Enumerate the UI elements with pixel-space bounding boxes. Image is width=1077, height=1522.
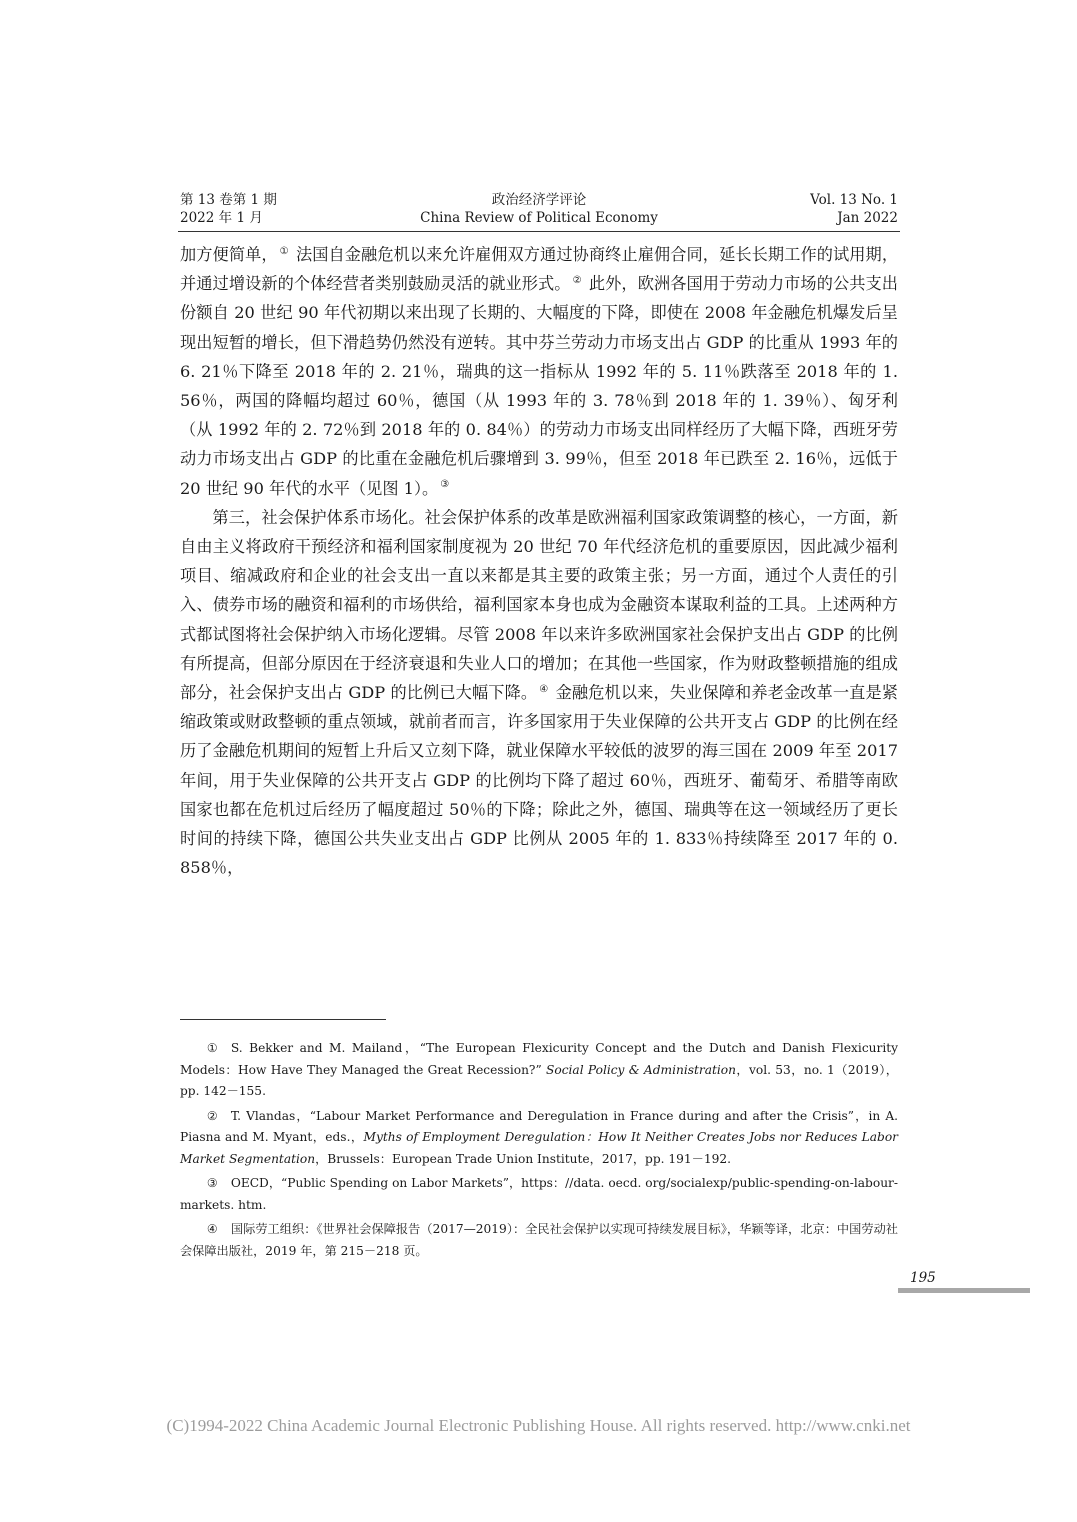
journal-title (180, 191, 898, 227)
body-text (180, 240, 898, 882)
footnote-number: ② (206, 1108, 218, 1123)
footnote-rule (180, 1019, 386, 1020)
text-span: 金融危机以来，失业保障和养老金改革一直是紧缩政策或财政整顿的重点领域，就前者而言，许多国家用于失业保障的公共开支占 GDP 的比例在经历了金融危机期间的短暂上升后又立刻下降，就业保障水平较低的波罗的海三国在 2009 年至 2017 年间，用于失业保障的公共开支占 GDP 的比例均下降了超过 60％，西班牙、葡萄牙、希腊等南欧国家也都在危机过后经历了幅度超过 50％的下降；除此之外，德国、瑞典等在这一领域经历了更长时间的持续下降，德国公共失业支出占 GDP 比例从 2005 年的 1. 833％持续降至 2017 年的 0. 858％， (180, 683, 898, 878)
page-number-bar (898, 1288, 1030, 1293)
footnote-text: 国际劳工组织：《世界社会保障报告（2017—2019）：全民社会保护以实现可持续发展目标》，华颖等译，北京：中国劳动社会保障出版社，2019 年，第 215－218 页。 (180, 1222, 898, 1258)
text-span: 此外，欧洲各国用于劳动力市场的公共支出份额自 20 世纪 90 年代初期以来出现了长期的、大幅度的下降，即使在 2008 年金融危机爆发后呈现出短暂的增长，但下滑趋势仍然没有逆转。其中芬兰劳动力市场支出占 GDP 的比重从 1993 年的 6. 21％下降至 2018 年的 2. 21％，瑞典的这一指标从 1992 年的 5. 11％跌落至 2018 年的 1. 56％，两国的降幅均超过 60％，德国（从 1993 年的 3. 78％到 2018 年的 1. 39％）、匈牙利（从 1992 年的 2. 72％到 2018 年的 0. 84％）的劳动力市场支出同样经历了大幅下降，西班牙劳动力市场支出占 GDP 的比重在金融危机后骤增到 3. 99％，但至 2018 年已跌至 2. 16％，远低于 20 世纪 90 年代的水平（见图 1）。 (180, 274, 898, 498)
footnote-text: T. Vlandas，“Labour Market Performance and Deregulation in France during and after the Crisis”，in A. Piasna and M. Myant，eds.， (180, 1108, 898, 1144)
footnote-number: ④ (206, 1222, 218, 1236)
footnote-item (180, 1173, 898, 1216)
date-cn: 2022 年 1 月 (180, 210, 263, 226)
page-number: 195 (910, 1270, 936, 1286)
journal-issue-en (810, 191, 898, 227)
header-rule (178, 231, 900, 232)
journal-title-en: China Review of Political Economy (420, 210, 658, 226)
footnote-ref-4[interactable]: ④ (539, 683, 549, 695)
text-span: 第三，社会保护体系市场化。社会保护体系的改革是欧洲福利国家政策调整的核心，一方面，新自由主义将政府干预经济和福利国家制度视为 20 世纪 70 年代经济危机的重要原因，因此减少福利项目、缩减政府和企业的社会支出一直以来都是其主要的政策主张；另一方面，通过个人责任的引入、债券市场的融资和福利的市场供给，福利国家本身也成为金融资本谋取利益的工具。上述两种方式都试图将社会保护纳入市场化逻辑。尽管 2008 年以来许多欧洲国家社会保护支出占 GDP 的比例有所提高，但部分原因在于经济衰退和失业人口的增加；在其他一些国家，作为财政整顿措施的组成部分，社会保护支出占 GDP 的比例已大幅下降。 (180, 507, 898, 703)
footnote-text: S. Bekker and M. Mailand，“The European Flexicurity Concept and the Dutch and Danish Flexicurity Models：How Have They Managed the Great Recession?” (180, 1041, 898, 1077)
footnote-ref-1[interactable]: ① (279, 245, 289, 257)
footnote-text: OECD，“Public Spending on Labor Markets”，https：//data. oecd. org/socialexp/public-spending-on-labour-markets. htm. (180, 1176, 898, 1212)
footnote-number: ③ (206, 1176, 218, 1190)
footnote-text: ，vol. 53，no. 1（2019），pp. 142－155. (180, 1062, 898, 1098)
footnote-book-title: Myths of Employment Deregulation：How It Neither Creates Jobs nor Reduces Labor Market Segmentation (180, 1130, 898, 1166)
text-span: 法国自金融危机以来允许雇佣双方通过协商终止雇佣合同，延长长期工作的试用期，并通过增设新的个体经营者类别鼓励灵活的就业形式。 (180, 245, 899, 294)
running-header (180, 191, 898, 231)
paragraph (180, 503, 898, 883)
footnote-ref-2[interactable]: ② (572, 274, 582, 286)
copyright-notice: (C)1994-2022 China Academic Journal Electronic Publishing House. All rights reserved. http://www.cnki.net (166, 1416, 911, 1435)
footnote-item (180, 1106, 898, 1171)
journal-title-cn: 政治经济学评论 (491, 192, 587, 208)
volume-issue-cn: 第 13 卷第 1 期 (180, 192, 277, 208)
paragraph (180, 240, 898, 503)
volume-issue-en: Vol. 13 No. 1 (810, 192, 898, 208)
footnote-number: ① (206, 1041, 218, 1055)
text-span: 加方便简单， (180, 245, 278, 264)
footnotes (180, 1038, 898, 1265)
footnote-text: ，Brussels：European Trade Union Institute，2017，pp. 191－192. (315, 1151, 731, 1166)
footnote-item (180, 1219, 898, 1262)
footnote-ref-3[interactable]: ③ (440, 479, 450, 491)
footnote-journal: Social Policy & Administration (546, 1062, 736, 1077)
footnote-item (180, 1038, 898, 1103)
date-en: Jan 2022 (837, 210, 898, 226)
